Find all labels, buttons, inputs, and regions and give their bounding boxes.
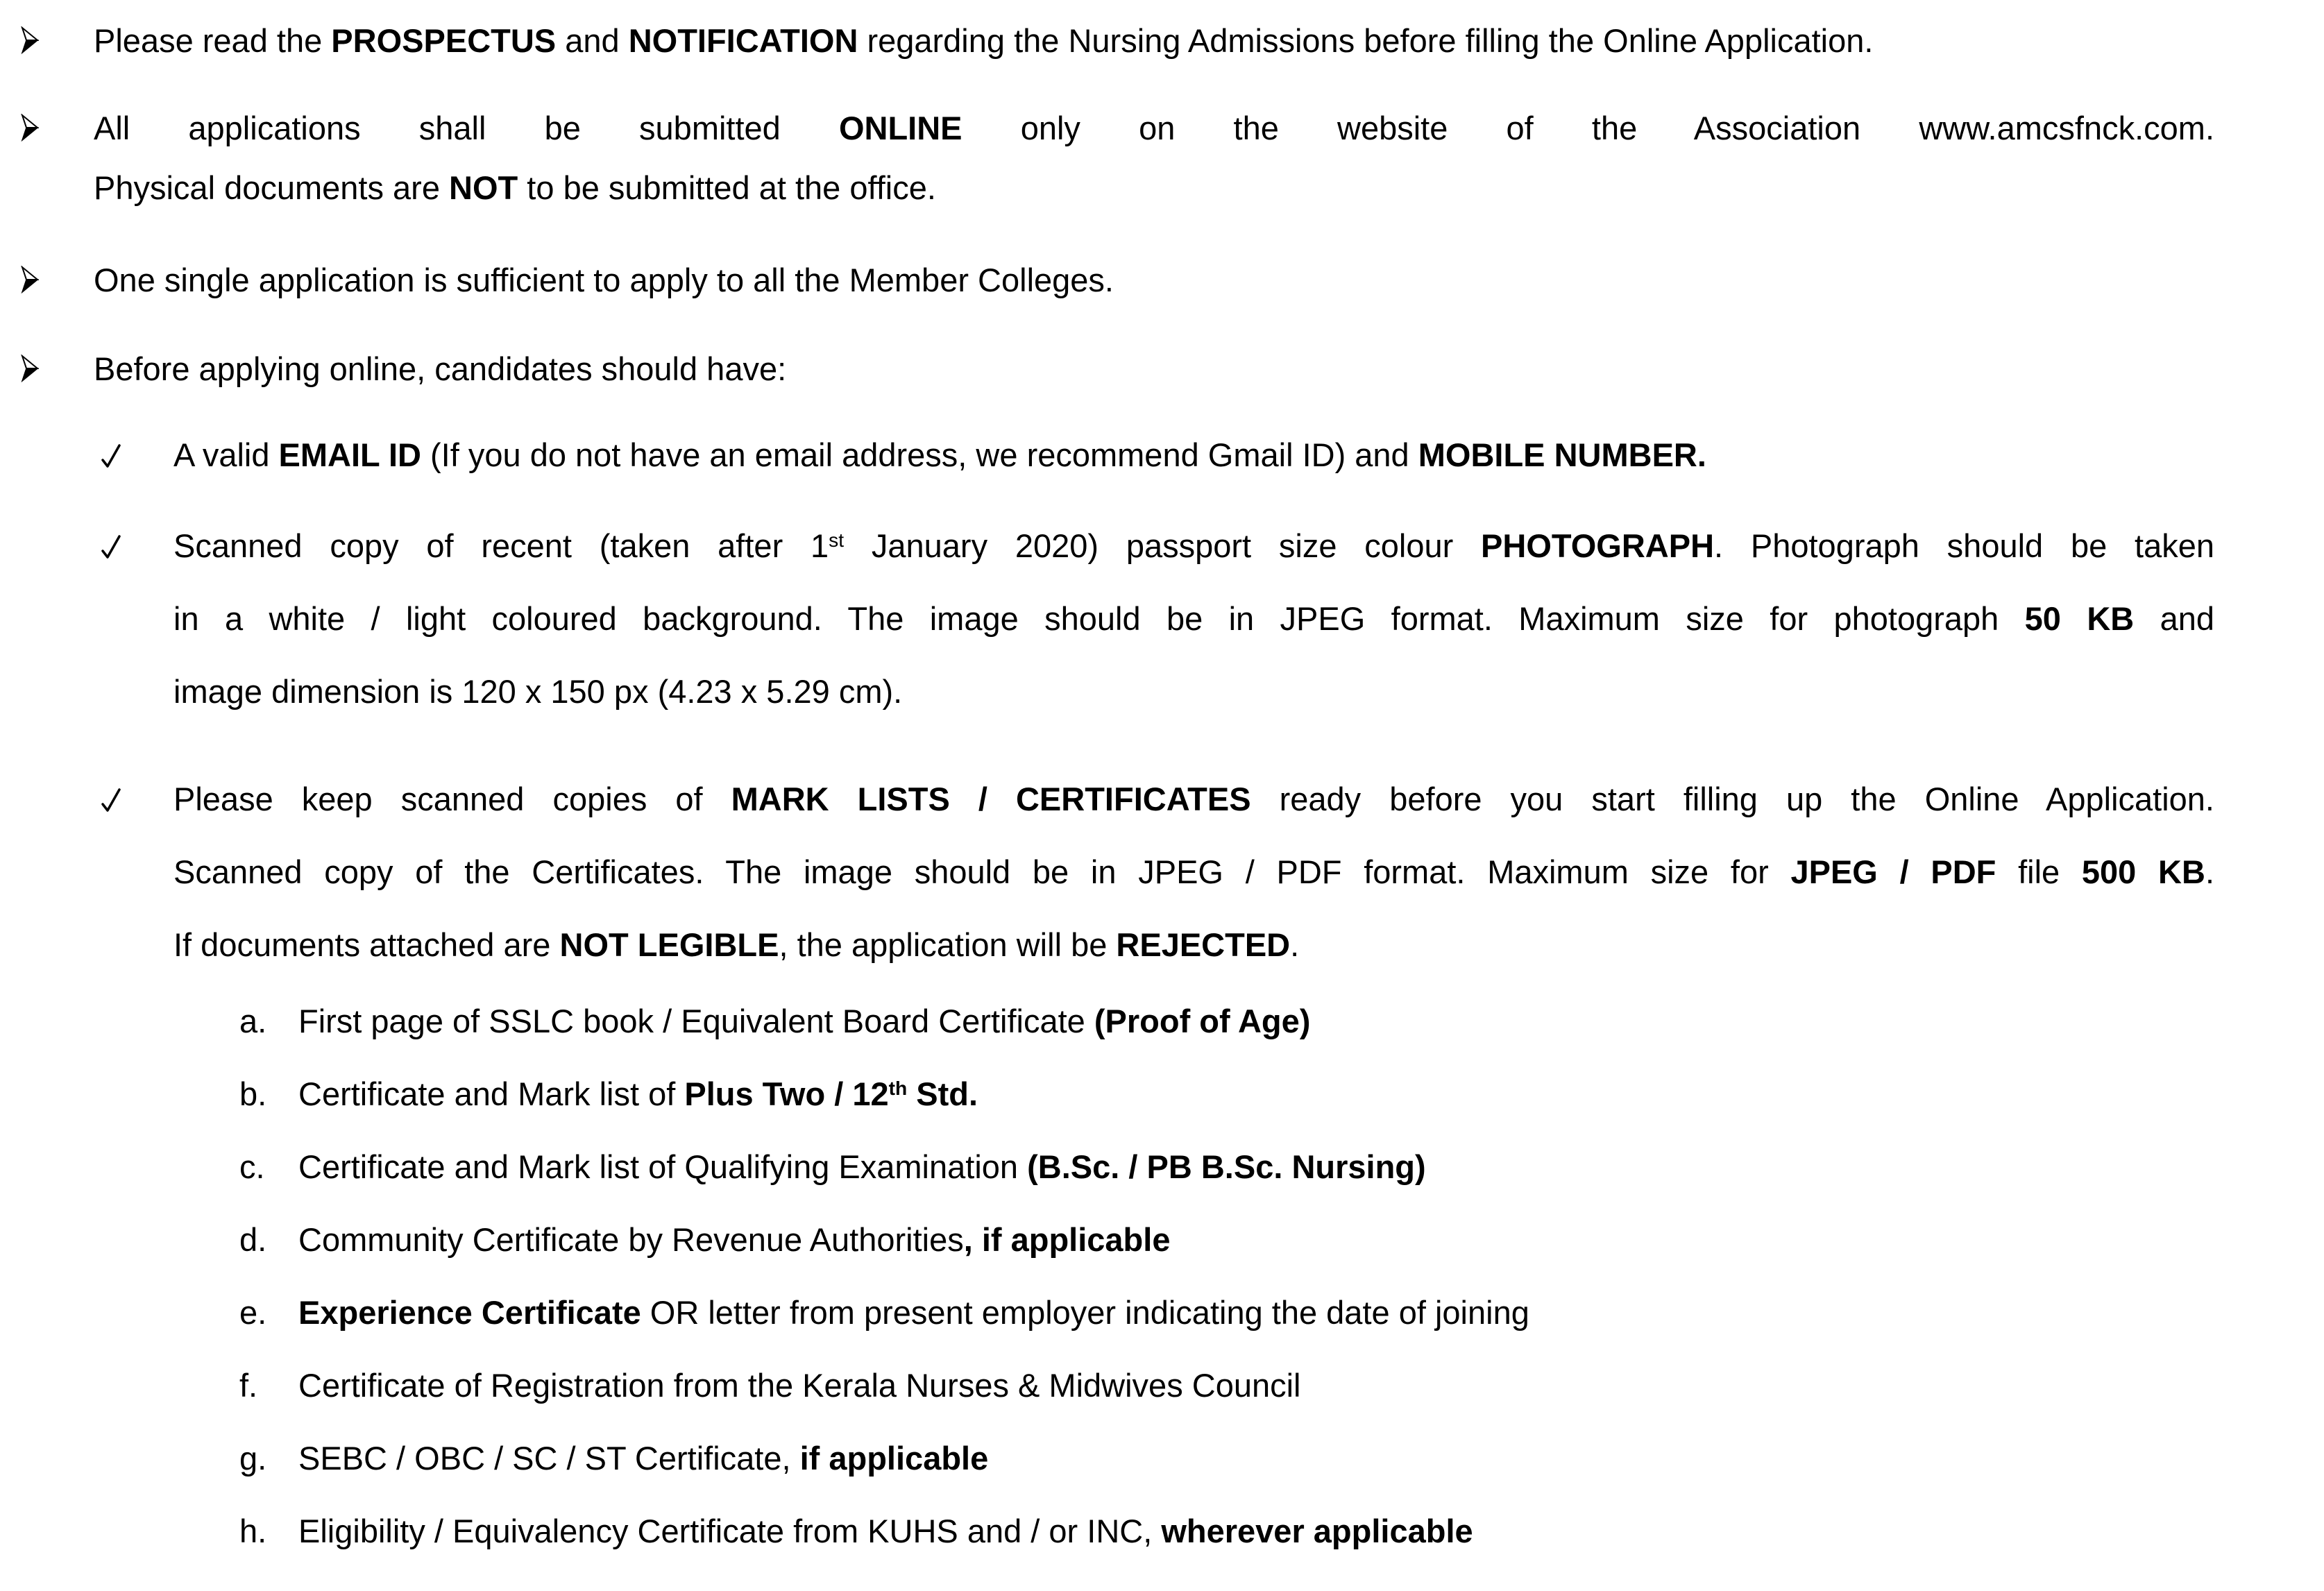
text-run: REJECTED	[1116, 926, 1291, 963]
bullet-item	[0, 244, 2214, 316]
text-run: OR letter from present employer indicating the date of joining	[641, 1294, 1529, 1331]
letter-marker: e.	[239, 1294, 267, 1331]
text-line	[173, 509, 2214, 582]
text-line	[298, 1495, 2214, 1567]
check-item	[0, 418, 2214, 491]
text-run: .	[2205, 853, 2214, 890]
letter-marker: c.	[239, 1148, 265, 1185]
check-icon	[101, 785, 121, 813]
text-run: Scanned copy of recent (taken after 1	[173, 527, 829, 564]
text-run: (B.Sc. / PB B.Sc. Nursing)	[1027, 1148, 1426, 1185]
text-run: Experience Certificate	[298, 1294, 641, 1331]
text-line	[173, 418, 2214, 491]
text-run: All applications shall be submitted	[94, 110, 839, 146]
letter-item	[0, 1057, 2214, 1130]
text-run: ONLINE	[838, 110, 962, 146]
text-line	[298, 1349, 2214, 1422]
arrow-bullet-icon	[21, 26, 39, 54]
text-run: and	[2134, 600, 2214, 637]
text-run: st	[829, 528, 845, 551]
text-run: Certificate of Registration from the Kerala Nurses & Midwives Council	[298, 1367, 1301, 1404]
text-run: Scanned copy of the Certificates. The image should be in JPEG / PDF format. Maximum size for	[173, 853, 1791, 890]
check-icon	[101, 441, 121, 469]
text-line	[298, 1130, 2214, 1203]
text-run: First page of SSLC book / Equivalent Board Certificate	[298, 1003, 1094, 1039]
letter-marker: d.	[239, 1221, 267, 1258]
bullet-item	[0, 332, 2214, 405]
text-run: Plus Two / 12	[684, 1075, 889, 1112]
text-run: NOT LEGIBLE	[559, 926, 779, 963]
text-run: to be submitted at the office.	[518, 169, 936, 206]
text-run: Community Certificate by Revenue Authorities	[298, 1221, 964, 1258]
text-run: Physical documents are	[94, 169, 450, 206]
text-run: EMAIL ID	[278, 436, 421, 473]
text-run: in a white / light coloured background. The image should be in JPEG format. Maximum size for photograph	[173, 600, 2025, 637]
text-run: Certificate and Mark list of	[298, 1075, 685, 1112]
text-run: (If you do not have an email address, we recommend Gmail ID) and	[421, 436, 1418, 473]
text-line	[173, 582, 2214, 655]
text-line	[173, 835, 2214, 908]
arrow-bullet-icon	[21, 355, 39, 382]
page	[0, 4, 2324, 1591]
text-line	[94, 4, 2214, 77]
text-line	[173, 655, 2214, 728]
text-run: image dimension is 120 x 150 px (4.23 x 5.29 cm).	[173, 673, 903, 710]
text-run: MARK LISTS / CERTIFICATES	[731, 781, 1251, 817]
letter-item	[0, 1276, 2214, 1349]
bullet-item	[0, 4, 2214, 77]
text-line	[94, 332, 2214, 405]
text-run: A valid	[173, 436, 279, 473]
bullet-item	[0, 99, 2214, 218]
text-run: MOBILE NUMBER.	[1418, 436, 1706, 473]
arrow-bullet-icon	[21, 114, 39, 142]
letter-marker: g.	[239, 1440, 267, 1477]
letter-marker: a.	[239, 1003, 267, 1039]
text-run: and	[556, 22, 629, 59]
text-line	[298, 1203, 2214, 1276]
text-run: only on the website of the Association	[962, 110, 1919, 146]
website-url-text: www.amcsfnck.com.	[1919, 110, 2214, 146]
text-line	[298, 1276, 2214, 1349]
text-line	[298, 1057, 2214, 1130]
text-run: SEBC / OBC / SC / ST Certificate,	[298, 1440, 800, 1477]
arrow-bullet-icon	[21, 266, 39, 293]
text-run: wherever applicable	[1161, 1513, 1473, 1549]
text-run: Please keep scanned copies of	[173, 781, 731, 817]
document-body	[0, 4, 2324, 1567]
text-run: NOTIFICATION	[628, 22, 858, 59]
text-run: file	[1996, 853, 2082, 890]
letter-item	[0, 1495, 2214, 1567]
text-run: th	[888, 1076, 908, 1099]
text-line	[94, 99, 2214, 158]
text-run: if applicable	[799, 1440, 989, 1477]
letter-item	[0, 1203, 2214, 1276]
text-run: Eligibility / Equivalency Certificate from KUHS and / or INC,	[298, 1513, 1162, 1549]
text-run: One single application is sufficient to apply to all the Member Colleges.	[94, 262, 1114, 298]
text-run: NOT	[449, 169, 518, 206]
text-line	[173, 763, 2214, 835]
letter-marker: b.	[239, 1075, 267, 1112]
text-run: Before applying online, candidates should have:	[94, 350, 787, 387]
text-run: . Photograph should be taken	[1714, 527, 2214, 564]
text-run: PHOTOGRAPH	[1481, 527, 1715, 564]
letter-item	[0, 985, 2214, 1057]
text-run: regarding the Nursing Admissions before filling the Online Application.	[858, 22, 1874, 59]
letter-item	[0, 1422, 2214, 1495]
letter-marker: h.	[239, 1513, 267, 1549]
text-line	[173, 908, 2214, 981]
text-run: , if applicable	[963, 1221, 1171, 1258]
text-run: January 2020) passport size colour	[844, 527, 1482, 564]
text-line	[298, 1422, 2214, 1495]
text-run: Certificate and Mark list of Qualifying Examination	[298, 1148, 1028, 1185]
text-run: 50 KB	[2024, 600, 2135, 637]
text-line	[94, 244, 2214, 316]
check-item	[0, 509, 2214, 728]
text-run: If documents attached are	[173, 926, 560, 963]
text-run: Std.	[907, 1075, 978, 1112]
text-run: 500 KB	[2081, 853, 2205, 890]
text-line	[298, 985, 2214, 1057]
text-run: ready before you start filling up the Online Application.	[1250, 781, 2214, 817]
text-run: , the application will be	[779, 926, 1117, 963]
check-item	[0, 763, 2214, 981]
text-run: JPEG / PDF	[1790, 853, 1996, 890]
letter-item	[0, 1130, 2214, 1203]
letter-item	[0, 1349, 2214, 1422]
text-line	[94, 158, 2214, 218]
text-run: (Proof of Age)	[1094, 1003, 1311, 1039]
text-run: .	[1290, 926, 1300, 963]
letter-marker: f.	[239, 1367, 258, 1404]
text-run: Please read the	[94, 22, 332, 59]
check-icon	[101, 532, 121, 560]
text-run: PROSPECTUS	[331, 22, 557, 59]
